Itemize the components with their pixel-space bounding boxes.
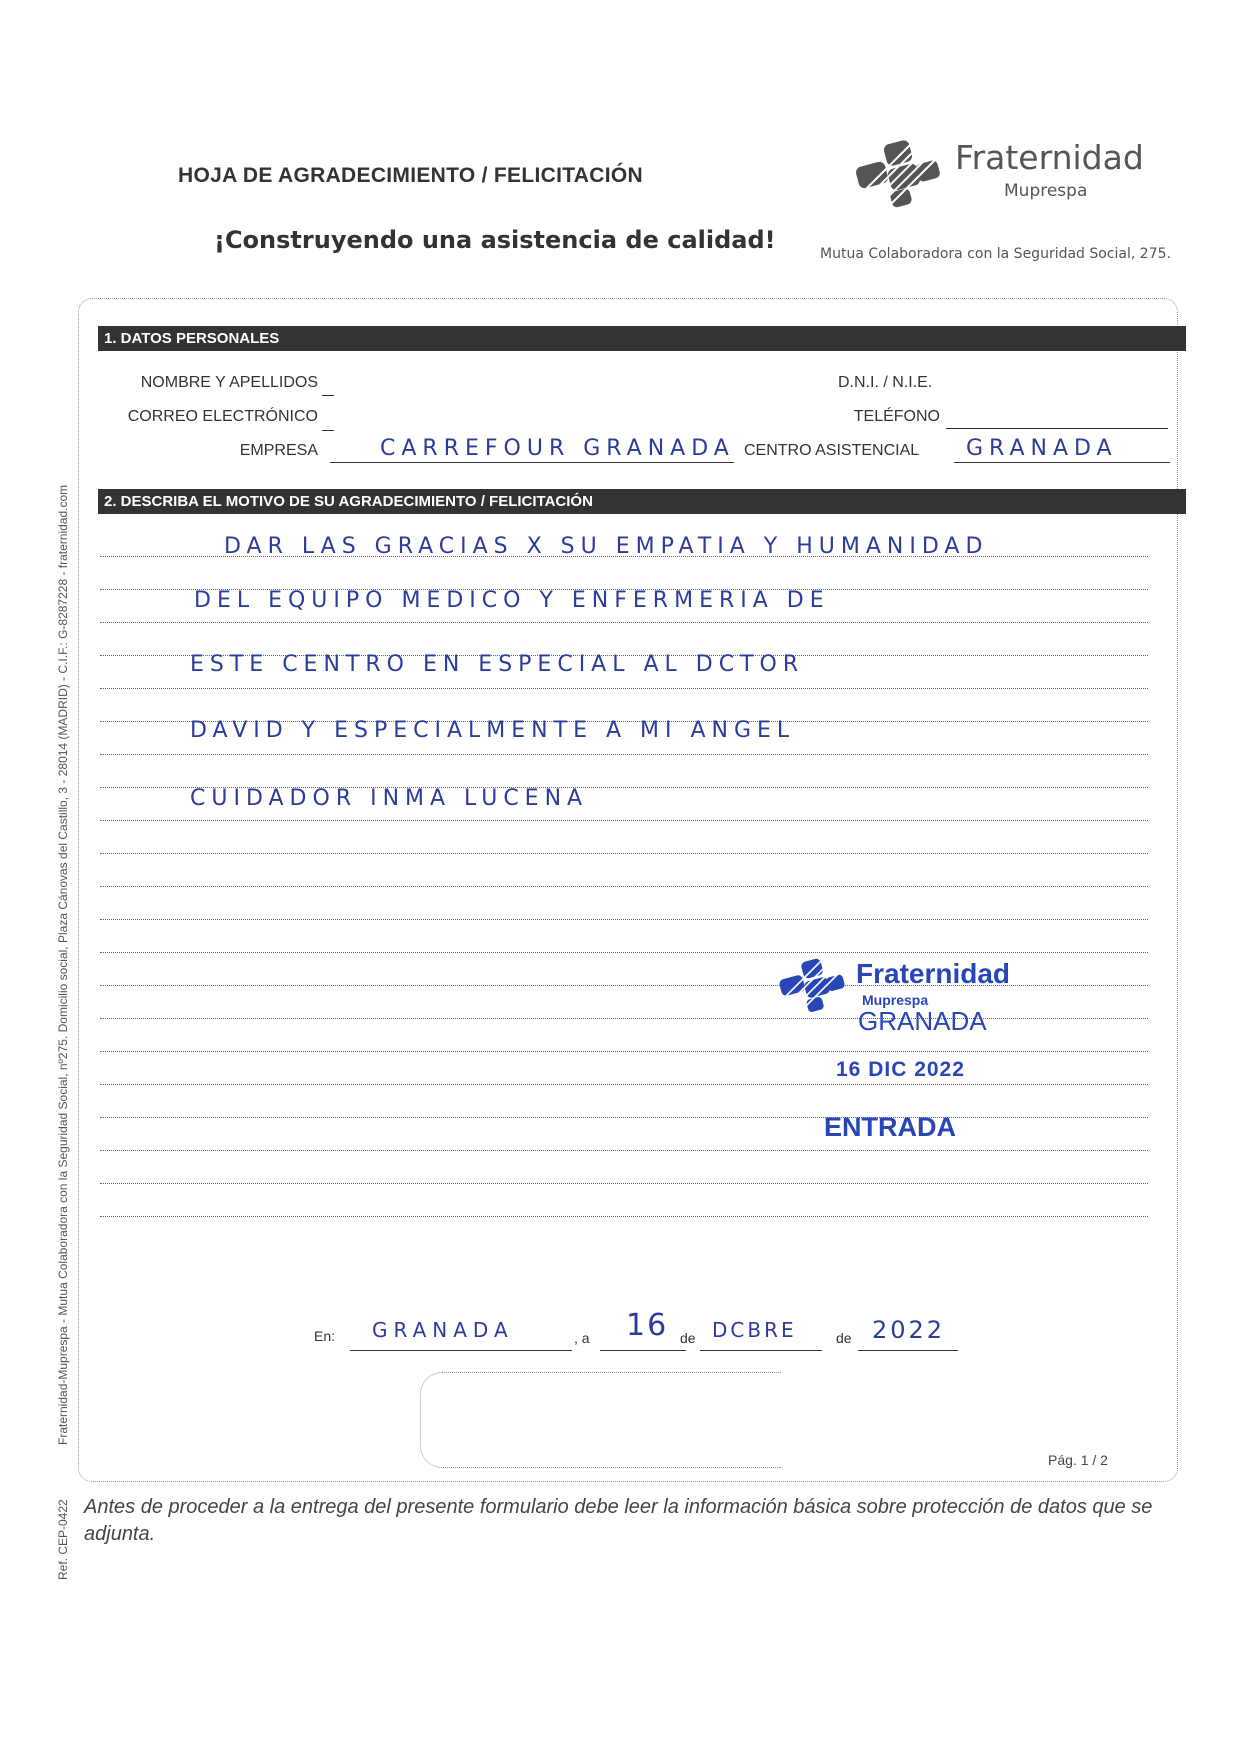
stamp-brand: Fraternidad: [856, 958, 1011, 989]
empresa-field[interactable]: [330, 462, 734, 463]
de-label-1: de: [680, 1330, 696, 1346]
empresa-value: CARREFOUR GRANADA: [380, 436, 735, 461]
correo-label: CORREO ELECTRÓNICO: [127, 408, 318, 425]
data-protection-note: Antes de proceder a la entrega del presente formulario debe leer la información básica sobre protección de datos que se adjunta.: [84, 1496, 1153, 1545]
telefono-field[interactable]: [946, 428, 1168, 429]
empresa-label: EMPRESA: [239, 442, 318, 459]
year-value: 2022: [872, 1316, 946, 1344]
en-label: En:: [314, 1328, 336, 1344]
mutua-text: Mutua Colaboradora con la Seguridad Social, 275.: [820, 246, 1171, 262]
motivo-line-2: DEL EQUIPO MEDICO Y ENFERMERIA DE: [194, 588, 830, 613]
fraternidad-logo-icon: [855, 140, 945, 210]
month-value: DCBRE: [712, 1318, 797, 1342]
writing-line[interactable]: [100, 853, 1148, 854]
motivo-line-1: DAR LAS GRACIAS X SU EMPATIA Y HUMANIDAD: [224, 534, 989, 559]
centro-label: CENTRO ASISTENCIAL: [744, 442, 920, 459]
de-label-2: de: [836, 1330, 852, 1346]
day-field[interactable]: [600, 1350, 686, 1351]
writing-line[interactable]: [100, 1183, 1148, 1184]
place-value: GRANADA: [372, 1318, 514, 1342]
form-frame: [78, 298, 1178, 1482]
stamp-sub: Muprespa: [862, 992, 929, 1008]
year-field[interactable]: [858, 1350, 958, 1351]
writing-line[interactable]: [100, 952, 1148, 953]
writing-line[interactable]: [100, 1117, 1148, 1118]
correo-field[interactable]: [322, 430, 334, 431]
telefono-label: TELÉFONO: [853, 408, 940, 425]
writing-line[interactable]: [100, 820, 1148, 821]
stamp-city: GRANADA: [858, 1006, 987, 1036]
reference-code: Ref. CEP-0422: [56, 1499, 70, 1580]
stamp-label: ENTRADA: [824, 1112, 956, 1142]
writing-line[interactable]: [100, 886, 1148, 887]
writing-line[interactable]: [100, 622, 1148, 623]
writing-line[interactable]: [100, 1051, 1148, 1052]
writing-line[interactable]: [100, 1216, 1148, 1217]
motivo-line-5: CUIDADOR INMA LUCENA: [190, 786, 589, 811]
brand-sub: Muprespa: [1004, 181, 1088, 201]
nombre-label: NOMBRE Y APELLIDOS: [140, 374, 318, 391]
form-title: HOJA DE AGRADECIMIENTO / FELICITACIÓN: [178, 164, 643, 187]
centro-field[interactable]: [954, 462, 1170, 463]
day-value: 16: [626, 1308, 669, 1343]
writing-line[interactable]: [100, 1084, 1148, 1085]
writing-line[interactable]: [100, 688, 1148, 689]
stamp-logo-icon: [778, 958, 848, 1014]
motivo-line-4: DAVID Y ESPECIALMENTE A MI ANGEL: [190, 718, 796, 743]
place-field[interactable]: [350, 1350, 572, 1351]
legal-side-text: Fraternidad-Muprespa - Mutua Colaboradora con la Seguridad Social, nº275. Domicilio social, Plaza Cánovas del Castillo, 3 - 28014 (MADRID) - C.I.F.: G-8287228 - fraternidad.com: [56, 484, 70, 1445]
a-label: , a: [574, 1330, 590, 1346]
writing-line[interactable]: [100, 919, 1148, 920]
centro-value: GRANADA: [966, 436, 1118, 461]
motivo-line-3: ESTE CENTRO EN ESPECIAL AL DCTOR: [190, 652, 805, 677]
form-subtitle: ¡Construyendo una asistencia de calidad!: [214, 226, 776, 254]
nombre-field[interactable]: [322, 395, 334, 396]
brand-name: Fraternidad: [955, 138, 1144, 177]
writing-line[interactable]: [100, 1150, 1148, 1151]
dni-label: D.N.I. / N.I.E.: [838, 374, 933, 391]
section1-heading: 1. DATOS PERSONALES: [98, 326, 1186, 351]
signature-box[interactable]: [420, 1372, 781, 1468]
stamp-date: 16 DIC 2022: [836, 1058, 965, 1081]
month-field[interactable]: [700, 1350, 822, 1351]
section2-heading: 2. DESCRIBA EL MOTIVO DE SU AGRADECIMIENTO / FELICITACIÓN: [98, 489, 1186, 514]
page-number: Pág. 1 / 2: [1048, 1452, 1108, 1468]
writing-line[interactable]: [100, 754, 1148, 755]
writing-line[interactable]: [100, 1018, 1148, 1019]
